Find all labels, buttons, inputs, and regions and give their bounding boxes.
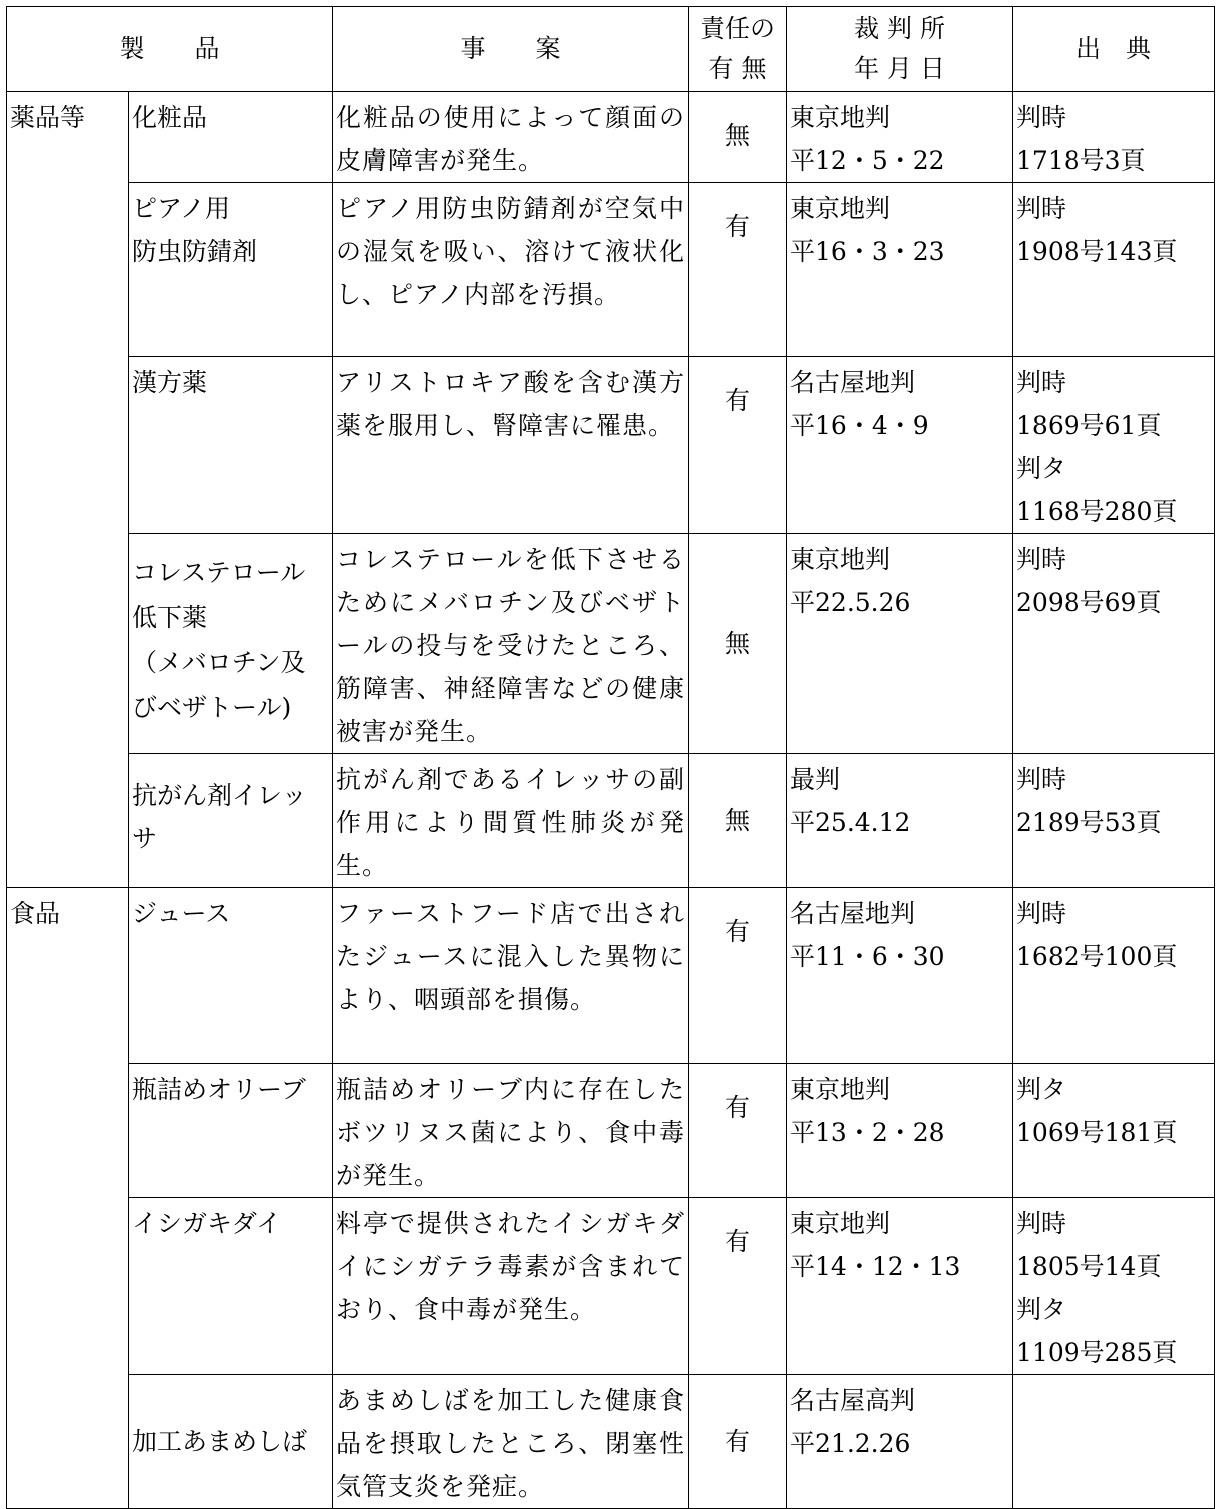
source-cell [1013,1375,1215,1509]
case-cell: アリストロキア酸を含む漢方薬を服用し、腎障害に罹患。 [333,357,689,534]
responsibility-cell: 有 [689,1198,787,1375]
source-cell: 判タ 1069号181頁 [1013,1064,1215,1198]
header-source: 出 典 [1013,7,1215,92]
product-cell: 抗がん剤イレッ サ [129,754,333,888]
product-cell: コレステロール 低下薬 （メバロチン及 びベザトール) [129,534,333,754]
court-cell: 東京地判 平13・2・28 [787,1064,1013,1198]
source-cell: 判時 1682号100頁 [1013,888,1215,1064]
case-cell: 抗がん剤であるイレッサの副作用により間質性肺炎が発生。 [333,754,689,888]
case-cell: 瓶詰めオリーブ内に存在したボツリヌス菌により、食中毒が発生。 [333,1064,689,1198]
court-cell: 名古屋地判 平11・6・30 [787,888,1013,1064]
header-court-date: 裁 判 所 年 月 日 [787,7,1013,92]
table-row [7,183,1215,357]
product-liability-table [6,6,1215,1509]
table-row [7,534,1215,754]
product-cell: 加工あまめしば [129,1375,333,1509]
responsibility-cell: 無 [689,92,787,183]
source-cell: 判時 2189号53頁 [1013,754,1215,888]
case-cell: ファーストフード店で出されたジュースに混入した異物により、咽頭部を損傷。 [333,888,689,1064]
table-row [7,1064,1215,1198]
case-cell: コレステロールを低下させるためにメバロチン及びベザトールの投与を受けたところ、筋障害、神経障害などの健康被害が発生。 [333,534,689,754]
responsibility-cell: 無 [689,534,787,754]
court-cell: 名古屋地判 平16・4・9 [787,357,1013,534]
source-cell: 判時 2098号69頁 [1013,534,1215,754]
case-cell: ピアノ用防虫防錆剤が空気中の湿気を吸い、溶けて液状化し、ピアノ内部を汚損。 [333,183,689,357]
court-cell: 東京地判 平14・12・13 [787,1198,1013,1375]
table-row [7,888,1215,1064]
responsibility-cell: 無 [689,754,787,888]
header-responsibility: 責任の 有 無 [689,7,787,92]
source-cell: 判時 1869号61頁 判タ 1168号280頁 [1013,357,1215,534]
product-cell: ジュース [129,888,333,1064]
responsibility-cell: 有 [689,357,787,534]
table-row [7,754,1215,888]
court-cell: 東京地判 平12・5・22 [787,92,1013,183]
source-cell: 判時 1718号3頁 [1013,92,1215,183]
table-row [7,1375,1215,1509]
court-cell: 東京地判 平22.5.26 [787,534,1013,754]
table-row [7,1198,1215,1375]
category-cell: 薬品等 [7,92,129,888]
header-product: 製 品 [7,7,333,92]
table-row [7,92,1215,183]
court-cell: 名古屋高判 平21.2.26 [787,1375,1013,1509]
product-cell: ピアノ用 防虫防錆剤 [129,183,333,357]
case-cell: 化粧品の使用によって顔面の皮膚障害が発生。 [333,92,689,183]
responsibility-cell: 有 [689,888,787,1064]
source-cell: 判時 1908号143頁 [1013,183,1215,357]
product-cell: 漢方薬 [129,357,333,534]
court-cell: 最判 平25.4.12 [787,754,1013,888]
responsibility-cell: 有 [689,1375,787,1509]
court-cell: 東京地判 平16・3・23 [787,183,1013,357]
product-cell: イシガキダイ [129,1198,333,1375]
product-cell: 化粧品 [129,92,333,183]
category-cell: 食品 [7,888,129,1509]
source-cell: 判時 1805号14頁 判タ 1109号285頁 [1013,1198,1215,1375]
product-cell: 瓶詰めオリーブ [129,1064,333,1198]
case-cell: 料亭で提供されたイシガキダイにシガテラ毒素が含まれており、食中毒が発生。 [333,1198,689,1375]
responsibility-cell: 有 [689,183,787,357]
table-row [7,357,1215,534]
header-row [7,7,1215,92]
header-case: 事 案 [333,7,689,92]
responsibility-cell: 有 [689,1064,787,1198]
case-cell: あまめしばを加工した健康食品を摂取したところ、閉塞性気管支炎を発症。 [333,1375,689,1509]
